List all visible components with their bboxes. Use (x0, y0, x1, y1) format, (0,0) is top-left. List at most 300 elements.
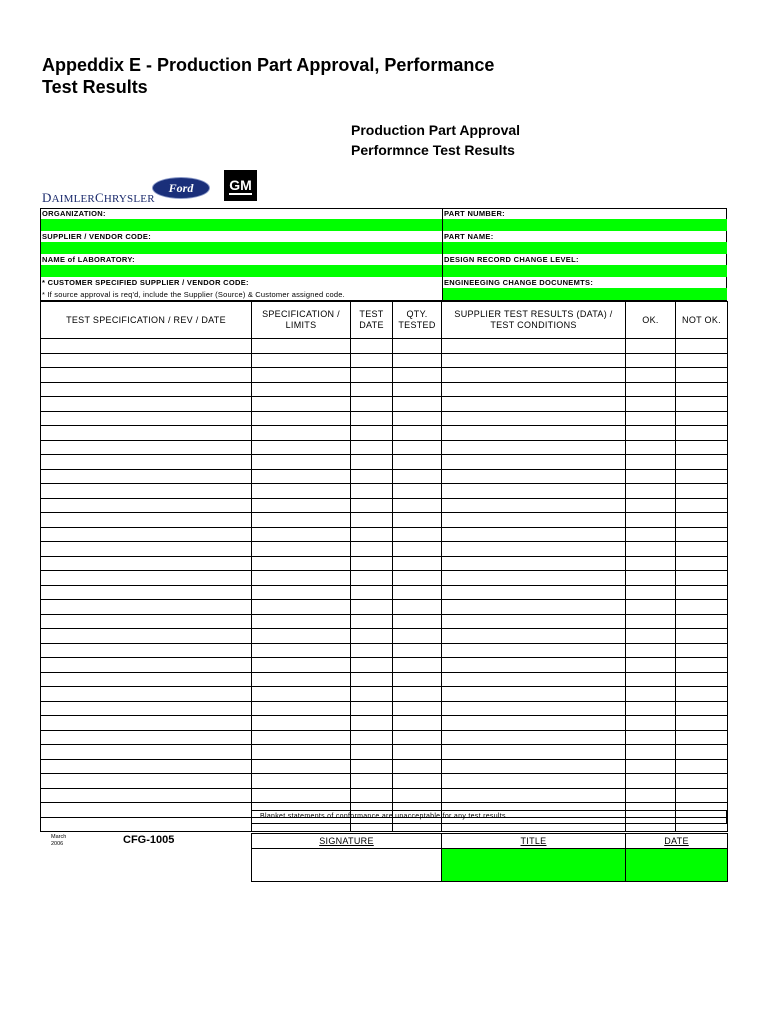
table-cell[interactable] (676, 440, 728, 455)
table-cell[interactable] (442, 730, 626, 745)
table-row (41, 556, 728, 571)
table-row (41, 527, 728, 542)
table-cell[interactable] (393, 658, 442, 673)
table-cell[interactable] (442, 629, 626, 644)
table-cell[interactable] (442, 672, 626, 687)
table-cell[interactable] (393, 701, 442, 716)
revision-month: March (51, 834, 67, 840)
title-field[interactable] (442, 849, 626, 882)
table-cell[interactable] (626, 513, 676, 528)
table-cell[interactable] (351, 730, 393, 745)
table-cell[interactable] (41, 745, 252, 760)
table-row (41, 542, 728, 557)
table-cell[interactable] (442, 397, 626, 412)
table-row (41, 339, 728, 354)
part-info-block (40, 208, 727, 301)
table-row (41, 614, 728, 629)
table-cell[interactable] (626, 397, 676, 412)
table-cell[interactable] (442, 701, 626, 716)
table-cell[interactable] (41, 687, 252, 702)
table-cell[interactable] (442, 774, 626, 789)
table-cell[interactable] (626, 643, 676, 658)
table-cell[interactable] (626, 411, 676, 426)
signature-table (251, 833, 728, 882)
form-code: CFG-1005 (123, 834, 175, 846)
table-cell[interactable] (252, 556, 351, 571)
table-cell[interactable] (676, 382, 728, 397)
table-cell[interactable] (351, 469, 393, 484)
table-cell[interactable] (393, 484, 442, 499)
table-body (41, 339, 728, 832)
table-cell[interactable] (676, 469, 728, 484)
table-cell[interactable] (676, 571, 728, 586)
col-qty-tested: QTY. TESTED (393, 302, 442, 339)
table-cell[interactable] (626, 469, 676, 484)
table-cell[interactable] (252, 455, 351, 470)
table-cell[interactable] (676, 527, 728, 542)
table-cell[interactable] (41, 658, 252, 673)
table-cell[interactable] (626, 629, 676, 644)
table-cell[interactable] (252, 571, 351, 586)
table-cell[interactable] (351, 643, 393, 658)
table-cell[interactable] (252, 527, 351, 542)
table-cell[interactable] (442, 585, 626, 600)
gm-logo: GM (224, 170, 257, 201)
table-cell[interactable] (41, 368, 252, 383)
table-cell[interactable] (626, 498, 676, 513)
table-cell[interactable] (41, 426, 252, 441)
table-cell[interactable] (626, 382, 676, 397)
design-record-change-level-field[interactable] (443, 265, 727, 277)
table-cell[interactable] (41, 339, 252, 354)
table-cell[interactable] (442, 527, 626, 542)
table-cell[interactable] (626, 774, 676, 789)
table-cell[interactable] (626, 571, 676, 586)
table-cell[interactable] (676, 585, 728, 600)
daimlerchrysler-logo: DAIMLERCHRYSLER (42, 190, 155, 205)
table-cell[interactable] (41, 716, 252, 731)
table-row (41, 585, 728, 600)
table-cell[interactable] (676, 484, 728, 499)
date-header: DATE (626, 834, 728, 849)
table-cell[interactable] (41, 542, 252, 557)
table-cell[interactable] (442, 498, 626, 513)
table-cell[interactable] (252, 788, 351, 803)
document-subtitle-line1: Production Part Approval (351, 122, 521, 138)
table-cell[interactable] (676, 600, 728, 615)
table-cell[interactable] (442, 614, 626, 629)
table-cell[interactable] (351, 382, 393, 397)
table-cell[interactable] (252, 513, 351, 528)
table-cell[interactable] (442, 353, 626, 368)
organization-field[interactable] (41, 219, 442, 231)
table-cell[interactable] (442, 469, 626, 484)
table-row (41, 658, 728, 673)
table-cell[interactable] (252, 469, 351, 484)
table-cell[interactable] (393, 788, 442, 803)
table-cell[interactable] (393, 397, 442, 412)
table-cell[interactable] (442, 556, 626, 571)
table-cell[interactable] (676, 542, 728, 557)
table-cell[interactable] (252, 382, 351, 397)
table-cell[interactable] (41, 455, 252, 470)
table-cell[interactable] (393, 687, 442, 702)
table-cell[interactable] (252, 353, 351, 368)
table-cell[interactable] (252, 440, 351, 455)
table-cell[interactable] (351, 440, 393, 455)
table-row (41, 426, 728, 441)
table-cell[interactable] (676, 759, 728, 774)
table-cell[interactable] (442, 643, 626, 658)
table-cell[interactable] (626, 716, 676, 731)
table-cell[interactable] (626, 353, 676, 368)
ford-logo: Ford (152, 177, 210, 199)
table-cell[interactable] (351, 484, 393, 499)
table-cell[interactable] (252, 397, 351, 412)
title-header: TITLE (442, 834, 626, 849)
table-cell[interactable] (252, 411, 351, 426)
table-cell[interactable] (393, 571, 442, 586)
test-results-table (40, 301, 728, 832)
table-cell[interactable] (252, 716, 351, 731)
table-cell[interactable] (41, 353, 252, 368)
table-cell[interactable] (676, 643, 728, 658)
table-row (41, 701, 728, 716)
table-cell[interactable] (351, 556, 393, 571)
table-cell[interactable] (393, 759, 442, 774)
table-cell[interactable] (351, 774, 393, 789)
table-cell[interactable] (351, 745, 393, 760)
signature-header-row (252, 834, 728, 849)
table-cell[interactable] (41, 600, 252, 615)
table-cell[interactable] (626, 600, 676, 615)
laboratory-name-label: NAME of LABORATORY: (42, 255, 135, 264)
table-cell[interactable] (393, 353, 442, 368)
table-cell[interactable] (393, 426, 442, 441)
table-cell[interactable] (41, 498, 252, 513)
table-cell[interactable] (41, 411, 252, 426)
table-row (41, 730, 728, 745)
table-cell[interactable] (393, 745, 442, 760)
table-cell[interactable] (393, 672, 442, 687)
table-cell[interactable] (351, 658, 393, 673)
table-cell[interactable] (351, 687, 393, 702)
table-cell[interactable] (626, 440, 676, 455)
table-cell[interactable] (41, 643, 252, 658)
table-cell[interactable] (626, 585, 676, 600)
table-cell[interactable] (393, 339, 442, 354)
document-title-line1: Appeddix E - Production Part Approval, Performance (42, 55, 495, 75)
laboratory-name-field[interactable] (41, 265, 442, 277)
table-cell[interactable] (41, 788, 252, 803)
table-row (41, 513, 728, 528)
table-cell[interactable] (351, 411, 393, 426)
table-cell[interactable] (442, 658, 626, 673)
table-cell[interactable] (676, 411, 728, 426)
table-cell[interactable] (442, 745, 626, 760)
table-cell[interactable] (252, 672, 351, 687)
design-record-change-level-label: DESIGN RECORD CHANGE LEVEL: (444, 255, 579, 264)
table-cell[interactable] (442, 411, 626, 426)
table-cell[interactable] (252, 614, 351, 629)
signature-field[interactable] (252, 849, 442, 882)
col-supplier-test-results: SUPPLIER TEST RESULTS (DATA) / TEST CONDITIONS (442, 302, 626, 339)
table-cell[interactable] (252, 542, 351, 557)
table-cell[interactable] (393, 469, 442, 484)
table-cell[interactable] (676, 701, 728, 716)
table-cell[interactable] (393, 614, 442, 629)
table-cell[interactable] (252, 339, 351, 354)
table-cell[interactable] (442, 484, 626, 499)
table-cell[interactable] (351, 571, 393, 586)
table-cell[interactable] (351, 339, 393, 354)
table-cell[interactable] (626, 687, 676, 702)
table-cell[interactable] (41, 556, 252, 571)
table-cell[interactable] (393, 382, 442, 397)
table-cell[interactable] (676, 774, 728, 789)
table-cell[interactable] (393, 368, 442, 383)
table-cell[interactable] (41, 672, 252, 687)
table-cell[interactable] (252, 629, 351, 644)
table-cell[interactable] (252, 643, 351, 658)
table-row (41, 455, 728, 470)
table-cell[interactable] (252, 484, 351, 499)
table-row (41, 469, 728, 484)
table-row (41, 397, 728, 412)
table-cell[interactable] (393, 600, 442, 615)
engineering-change-documents-label: ENGINEEGING CHANGE DOCUNEMTS: (444, 278, 594, 287)
table-cell[interactable] (252, 658, 351, 673)
table-cell[interactable] (252, 730, 351, 745)
table-cell[interactable] (41, 629, 252, 644)
table-cell[interactable] (393, 716, 442, 731)
table-cell[interactable] (676, 353, 728, 368)
table-cell[interactable] (351, 716, 393, 731)
table-row (41, 643, 728, 658)
table-cell[interactable] (626, 426, 676, 441)
supplier-vendor-code-label: SUPPLIER / VENDOR CODE: (42, 232, 151, 241)
table-cell[interactable] (351, 585, 393, 600)
table-cell[interactable] (41, 701, 252, 716)
table-cell[interactable] (442, 368, 626, 383)
organization-label: ORGANIZATION: (42, 209, 106, 218)
table-cell[interactable] (676, 658, 728, 673)
table-cell[interactable] (626, 759, 676, 774)
table-cell[interactable] (442, 759, 626, 774)
table-row (41, 382, 728, 397)
table-cell[interactable] (351, 759, 393, 774)
table-cell[interactable] (626, 339, 676, 354)
table-cell[interactable] (41, 382, 252, 397)
table-cell[interactable] (393, 440, 442, 455)
table-cell[interactable] (41, 614, 252, 629)
table-row (41, 716, 728, 731)
table-cell[interactable] (252, 585, 351, 600)
table-cell[interactable] (252, 498, 351, 513)
blanket-statement: Blanket statements of conformance are unacceptable for any test results. (251, 810, 727, 824)
table-row (41, 774, 728, 789)
table-cell[interactable] (626, 701, 676, 716)
table-cell[interactable] (351, 498, 393, 513)
table-row (41, 788, 728, 803)
table-cell[interactable] (252, 701, 351, 716)
document-subtitle (351, 120, 520, 160)
table-cell[interactable] (676, 629, 728, 644)
table-cell[interactable] (252, 600, 351, 615)
table-cell[interactable] (351, 542, 393, 557)
table-cell[interactable] (676, 716, 728, 731)
revision-date (51, 834, 66, 848)
table-cell[interactable] (393, 730, 442, 745)
table-cell[interactable] (41, 759, 252, 774)
table-cell[interactable] (41, 803, 252, 818)
table-cell[interactable] (442, 440, 626, 455)
table-cell[interactable] (393, 527, 442, 542)
table-cell[interactable] (351, 788, 393, 803)
table-cell[interactable] (676, 513, 728, 528)
table-cell[interactable] (393, 498, 442, 513)
table-cell[interactable] (626, 730, 676, 745)
table-cell[interactable] (626, 788, 676, 803)
table-cell[interactable] (393, 643, 442, 658)
table-cell[interactable] (442, 455, 626, 470)
table-cell[interactable] (393, 542, 442, 557)
col-not-ok: NOT OK. (676, 302, 728, 339)
table-cell[interactable] (626, 455, 676, 470)
table-cell[interactable] (442, 600, 626, 615)
table-cell[interactable] (676, 614, 728, 629)
table-cell[interactable] (676, 426, 728, 441)
col-test-specification: TEST SPECIFICATION / REV / DATE (41, 302, 252, 339)
table-cell[interactable] (676, 368, 728, 383)
table-cell[interactable] (442, 426, 626, 441)
part-number-label: PART NUMBER: (444, 209, 505, 218)
table-cell[interactable] (41, 527, 252, 542)
part-number-field[interactable] (443, 219, 727, 231)
table-cell[interactable] (676, 498, 728, 513)
table-cell[interactable] (252, 368, 351, 383)
table-row (41, 745, 728, 760)
table-cell[interactable] (41, 585, 252, 600)
table-cell[interactable] (676, 730, 728, 745)
table-cell[interactable] (41, 469, 252, 484)
table-cell[interactable] (351, 397, 393, 412)
table-cell[interactable] (393, 629, 442, 644)
table-cell[interactable] (676, 672, 728, 687)
table-cell[interactable] (442, 513, 626, 528)
table-cell[interactable] (442, 788, 626, 803)
table-cell[interactable] (252, 745, 351, 760)
table-cell[interactable] (442, 571, 626, 586)
table-cell[interactable] (41, 397, 252, 412)
table-cell[interactable] (676, 339, 728, 354)
date-field[interactable] (626, 849, 728, 882)
table-cell[interactable] (351, 455, 393, 470)
table-cell[interactable] (626, 745, 676, 760)
table-row (41, 759, 728, 774)
table-cell[interactable] (626, 556, 676, 571)
table-cell[interactable] (676, 788, 728, 803)
table-cell[interactable] (252, 774, 351, 789)
table-row (41, 629, 728, 644)
table-cell[interactable] (351, 701, 393, 716)
table-cell[interactable] (252, 759, 351, 774)
table-cell[interactable] (351, 600, 393, 615)
table-cell[interactable] (351, 513, 393, 528)
table-cell[interactable] (393, 513, 442, 528)
table-cell[interactable] (41, 571, 252, 586)
table-row (41, 353, 728, 368)
table-cell[interactable] (676, 455, 728, 470)
table-cell[interactable] (626, 672, 676, 687)
document-title-line2: Test Results (42, 77, 148, 97)
table-cell[interactable] (393, 556, 442, 571)
table-cell[interactable] (626, 658, 676, 673)
table-row (41, 368, 728, 383)
table-row (41, 672, 728, 687)
table-cell[interactable] (252, 687, 351, 702)
table-row (41, 571, 728, 586)
document-subtitle-line2: Performnce Test Results (351, 142, 515, 158)
table-cell[interactable] (626, 542, 676, 557)
table-cell[interactable] (676, 687, 728, 702)
table-cell[interactable] (351, 353, 393, 368)
part-name-field[interactable] (443, 242, 727, 254)
table-cell[interactable] (41, 513, 252, 528)
table-cell[interactable] (351, 368, 393, 383)
table-cell[interactable] (626, 527, 676, 542)
table-cell[interactable] (626, 484, 676, 499)
table-cell[interactable] (351, 527, 393, 542)
table-cell[interactable] (676, 745, 728, 760)
table-cell[interactable] (351, 426, 393, 441)
table-cell[interactable] (442, 382, 626, 397)
table-cell[interactable] (41, 817, 252, 832)
table-cell[interactable] (442, 687, 626, 702)
table-cell[interactable] (393, 585, 442, 600)
table-cell[interactable] (41, 730, 252, 745)
table-cell[interactable] (393, 455, 442, 470)
table-row (41, 411, 728, 426)
table-row (41, 600, 728, 615)
table-cell[interactable] (351, 614, 393, 629)
customer-specified-code-label: * CUSTOMER SPECIFIED SUPPLIER / VENDOR CODE: (42, 278, 249, 287)
table-cell[interactable] (252, 426, 351, 441)
table-cell[interactable] (442, 339, 626, 354)
table-cell[interactable] (41, 484, 252, 499)
table-cell[interactable] (393, 774, 442, 789)
table-cell[interactable] (351, 672, 393, 687)
table-cell[interactable] (41, 774, 252, 789)
table-cell[interactable] (393, 411, 442, 426)
table-row (41, 687, 728, 702)
part-name-label: PART NAME: (444, 232, 494, 241)
col-specification-limits: SPECIFICATION / LIMITS (252, 302, 351, 339)
table-cell[interactable] (41, 440, 252, 455)
table-cell[interactable] (351, 629, 393, 644)
table-cell[interactable] (676, 397, 728, 412)
source-approval-note: * If source approval is req'd, include the Supplier (Source) & Customer assigned code. (42, 290, 345, 299)
table-cell[interactable] (442, 542, 626, 557)
table-cell[interactable] (626, 368, 676, 383)
col-test-date: TEST DATE (351, 302, 393, 339)
table-row (41, 498, 728, 513)
engineering-change-documents-field[interactable] (443, 288, 727, 300)
supplier-vendor-code-field[interactable] (41, 242, 442, 254)
table-cell[interactable] (676, 556, 728, 571)
table-cell[interactable] (626, 614, 676, 629)
table-cell[interactable] (442, 716, 626, 731)
